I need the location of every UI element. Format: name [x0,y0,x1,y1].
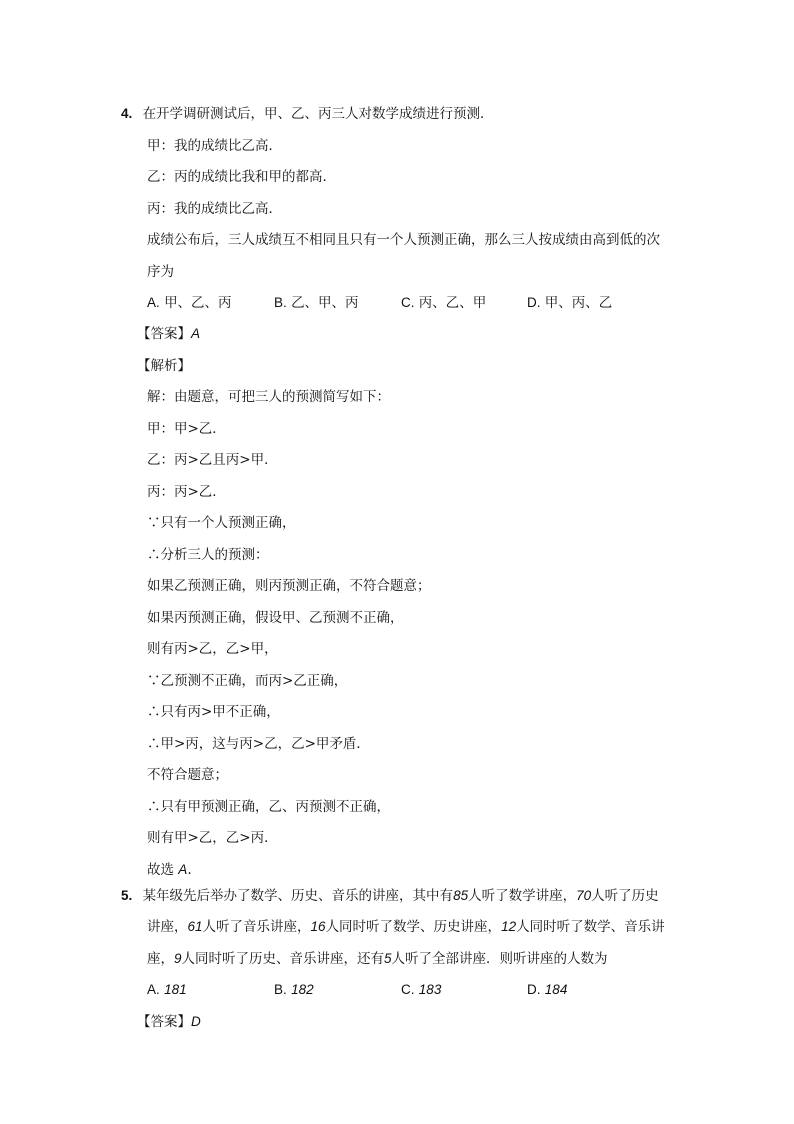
answer-label: 【答案】 [137,1014,191,1030]
stem-segment: 人听了全部讲座．则听讲座的人数为 [391,951,608,967]
statement-jia: 甲：我的成绩比乙高． [147,138,282,154]
stem-segment: 16 [310,919,326,934]
option-text: 丙、乙、甲 [418,295,487,311]
analysis-line: ∴分析三人的预测： [147,547,269,563]
analysis-line: 则有丙>乙，乙>甲， [147,641,278,657]
option-a [147,980,187,1000]
stem-segment: 讲座， [147,919,188,935]
question-5-stem-line [121,886,659,906]
option-label: D. [527,295,541,310]
option-label: B. [274,982,287,997]
analysis-line: ∴只有甲预测正确，乙、丙预测不正确， [147,799,390,815]
stem-segment: 5 [384,951,392,966]
option-text: 甲、丙、乙 [544,295,613,311]
stem-segment: 61 [187,919,203,934]
stem-segment: 人听了数学讲座， [468,888,577,904]
stem-segment: 人同时听了历史、音乐讲座，还有 [181,951,385,967]
analysis-line: 解：由题意，可把三人的预测简写如下： [147,389,390,405]
option-c [401,980,441,1000]
conclusion-prefix: 故选 [147,862,174,878]
stem-segment: 人听了音乐讲座， [202,919,311,935]
answer-value: D [191,1014,201,1029]
option-text: 182 [291,982,314,997]
option-label: B. [274,295,287,310]
statement-bing: 丙：我的成绩比乙高． [147,201,282,217]
analysis-line: 则有甲>乙，乙>丙． [147,830,278,846]
analysis-line: 不符合题意； [147,767,228,783]
option-label: D. [527,982,541,997]
analysis-line: 乙：丙>乙且丙>甲． [147,452,278,468]
option-d [527,293,612,313]
answer-line [137,324,200,344]
analysis-label: 【解析】 [137,358,191,374]
option-text: 181 [164,982,187,997]
option-label: C. [401,295,415,310]
question-5-stem-line [147,949,608,969]
option-b [274,293,359,313]
stem-segment: 9 [174,951,182,966]
option-label: C. [401,982,415,997]
stem-segment: 85 [453,888,469,903]
question-5-stem-line [147,917,665,937]
conclusion-value: A [178,862,188,877]
question-stem: 在开学调研测试后，甲、乙、丙三人对数学成绩进行预测． [142,106,494,122]
analysis-line: ∵乙预测不正确，而丙>乙正确， [147,673,348,689]
option-label: A. [147,295,160,310]
stem-segment: 某年级先后举办了数学、历史、音乐的讲座，其中有 [142,888,454,904]
analysis-line: 甲：甲>乙． [147,421,226,437]
stem-segment: 12 [501,919,517,934]
option-d [527,980,567,1000]
answer-line [137,1012,201,1032]
question-text-line: 成绩公布后，三人成绩互不相同且只有一个人预测正确，那么三人按成绩由高到低的次 [147,232,660,248]
stem-segment: 人同时听了数学、历史讲座， [325,919,502,935]
answer-value: A [191,326,201,341]
option-b [274,980,314,1000]
question-number: 4. [121,106,133,121]
question-text-line: 序为 [147,264,174,280]
analysis-line: ∴甲>丙，这与丙>乙，乙>甲矛盾． [147,736,370,752]
statement-yi: 乙：丙的成绩比我和甲的都高． [147,169,336,185]
conclusion-line [147,860,192,880]
conclusion-suffix: . [187,862,192,878]
analysis-line: ∵只有一个人预测正确， [147,515,296,531]
option-a [147,293,232,313]
option-text: 184 [544,982,568,997]
analysis-line: 如果丙预测正确，假设甲、乙预测不正确， [147,610,404,626]
answer-label: 【答案】 [137,326,191,342]
option-label: A. [147,982,160,997]
analysis-line: 丙：丙>乙． [147,484,226,500]
analysis-line: 如果乙预测正确，则丙预测正确，不符合题意； [147,578,431,594]
stem-segment: 座， [147,951,174,967]
analysis-line: ∴只有丙>甲不正确， [147,704,280,720]
stem-segment: 70 [576,888,592,903]
question-4-stem-line [121,104,494,124]
option-text: 甲、乙、丙 [164,295,232,311]
option-c [401,293,486,313]
stem-segment: 人同时听了数学、音乐讲 [516,919,665,935]
option-text: 183 [418,982,442,997]
question-stem [143,888,659,904]
question-number: 5. [121,888,133,903]
option-text: 乙、甲、丙 [291,295,359,311]
stem-segment: 人听了历史 [591,888,659,904]
